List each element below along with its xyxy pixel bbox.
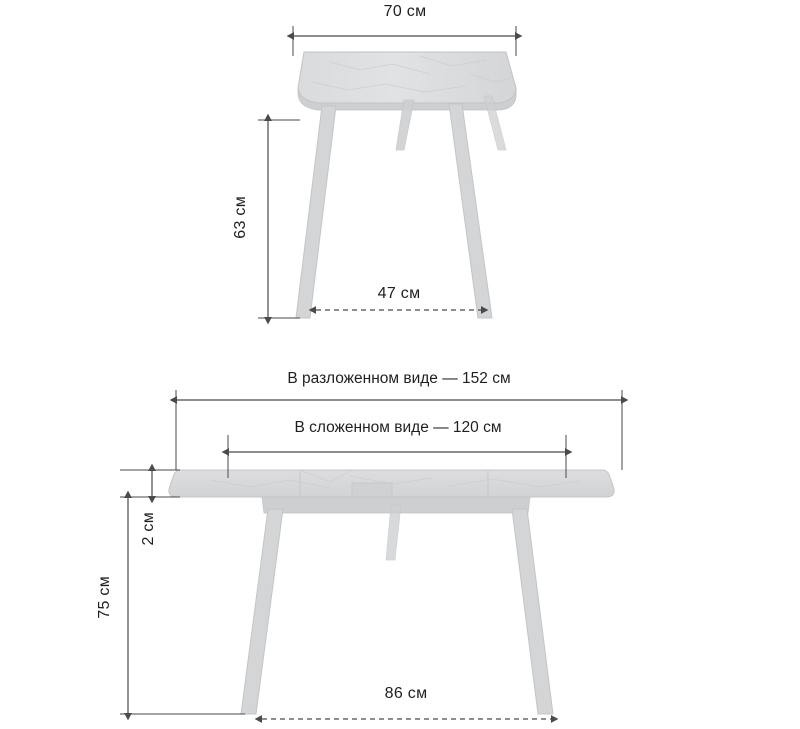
table-front-view-figure: [169, 470, 614, 714]
label-top-legspan: 47 см: [377, 285, 421, 302]
label-top-height: 63 см: [232, 196, 249, 239]
label-top-width: 70 см: [383, 3, 427, 20]
dim-line-total-height: [120, 498, 245, 714]
label-top-thickness: 2 см: [140, 512, 157, 546]
label-unfolded-width: В разложенном виде — 152 см: [287, 370, 511, 387]
table-top-view-figure: [296, 52, 516, 318]
label-folded-width: В сложенном виде — 120 см: [294, 419, 502, 436]
label-bottom-legspan: 86 см: [384, 685, 428, 702]
dim-line-top-height: [258, 120, 300, 318]
label-total-height: 75 см: [96, 576, 113, 619]
